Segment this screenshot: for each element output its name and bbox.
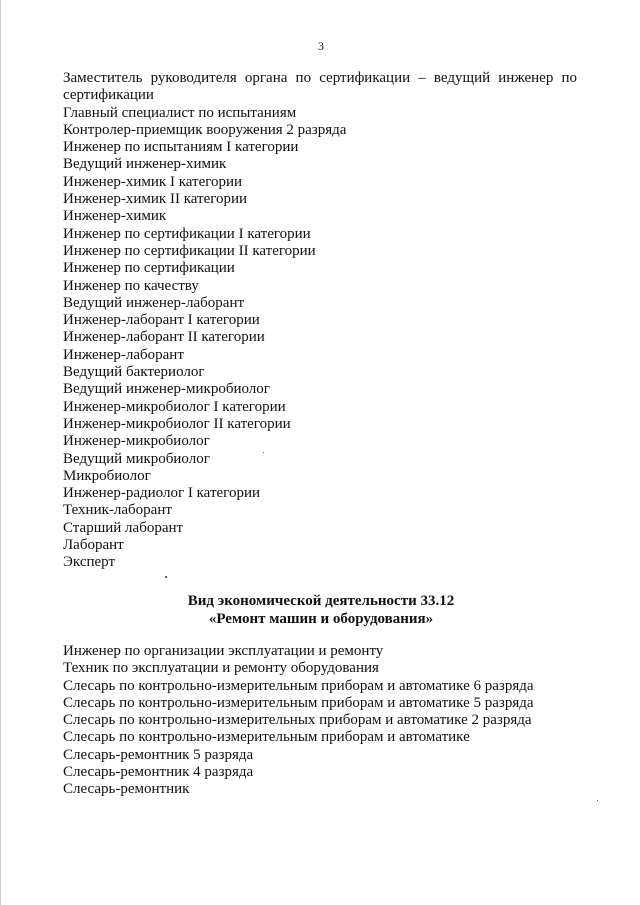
list-item: Ведущий микробиолог <box>63 450 210 467</box>
list-item: Эксперт <box>63 554 116 571</box>
list-item: Слесарь по контрольно-измерительным приборам и автоматике 5 разряда <box>63 694 534 711</box>
section-heading <box>1 592 640 628</box>
section-title-code: Вид экономической деятельности 33.12 <box>187 593 455 609</box>
list-item: Контролер-приемщик вооружения 2 разряда <box>63 121 347 138</box>
list-item: Слесарь по контрольно-измерительным приборам и автоматике <box>63 729 470 746</box>
list-item: Инженер-химик II категории <box>63 191 248 208</box>
list-item: Инженер по сертификации <box>63 260 235 277</box>
list-item: Инженер по испытаниям I категории <box>63 139 299 156</box>
list-item: Инженер-химик <box>63 208 167 225</box>
list-item: Техник по эксплуатации и ремонту оборудования <box>63 660 379 677</box>
page-number: 3 <box>318 39 324 53</box>
list-item: Инженер-лаборант I категории <box>63 312 260 329</box>
list-item: Инженер по качеству <box>63 277 199 294</box>
list-item: Заместитель руководителя органа по сертификации – ведущий инженер по сертификации <box>63 70 577 104</box>
scan-speck <box>165 576 167 578</box>
list-item: Слесарь-ремонтник 5 разряда <box>63 746 254 763</box>
section-title-name: «Ремонт машин и оборудования» <box>208 611 434 627</box>
positions-list-bottom <box>63 643 577 799</box>
list-item: Главный специалист по испытаниям <box>63 104 297 121</box>
scan-speck <box>597 800 598 801</box>
list-item: Старший лаборант <box>63 519 184 536</box>
list-item: Инженер-радиолог I категории <box>63 485 260 502</box>
list-item: Слесарь по контрольно-измерительным приборам и автоматике 6 разряда <box>63 677 534 694</box>
list-item: Инженер по организации эксплуатации и ремонту <box>63 643 384 659</box>
scan-speck <box>263 452 264 453</box>
list-item: Инженер-микробиолог <box>63 433 210 450</box>
list-item: Лаборант <box>63 537 124 554</box>
list-item: Микробиолог <box>63 467 151 484</box>
list-item: Слесарь по контрольно-измерительных приборам и автоматике 2 разряда <box>63 712 532 729</box>
list-item: Слесарь-ремонтник 4 разряда <box>63 764 254 781</box>
list-item: Инженер-лаборант <box>63 346 184 363</box>
list-item: Ведущий инженер-лаборант <box>63 294 245 311</box>
list-item: Инженер-химик I категории <box>63 173 243 190</box>
list-item: Инженер-микробиолог II категории <box>63 415 291 432</box>
list-item: Техник-лаборант <box>63 502 172 519</box>
list-item: Инженер по сертификации I категории <box>63 225 311 242</box>
list-item: Ведущий инженер-химик <box>63 156 227 173</box>
positions-list-top <box>63 70 577 572</box>
list-item: Слесарь-ремонтник <box>63 781 190 798</box>
list-item: Инженер-микробиолог I категории <box>63 398 286 415</box>
list-item: Ведущий инженер-микробиолог <box>63 381 270 398</box>
list-item: Ведущий бактериолог <box>63 364 205 381</box>
list-item: Инженер по сертификации II категории <box>63 242 316 259</box>
list-item: Инженер-лаборант II категории <box>63 329 265 346</box>
